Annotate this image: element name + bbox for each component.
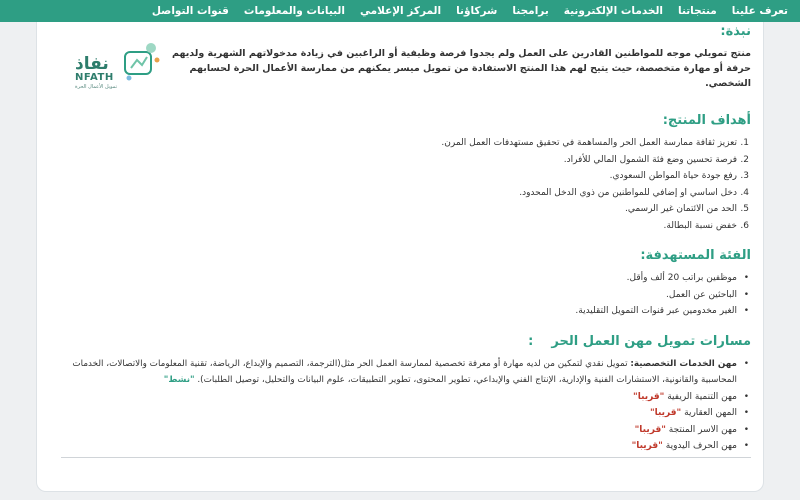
- goal-item: [63, 135, 751, 152]
- tracks-list: [63, 356, 751, 455]
- top-nav-bar: [0, 0, 800, 22]
- logo-arabic-text: نفاذ: [75, 54, 109, 74]
- nav-media-center[interactable]: المركز الإعلامي: [359, 5, 442, 17]
- track-label: مهن الخدمات التخصصية:: [630, 358, 737, 369]
- status-badge-soon: "قريبا": [633, 391, 665, 402]
- target-item: [63, 270, 751, 287]
- goal-number: 1.: [740, 138, 749, 148]
- nav-products[interactable]: منتجاتنا: [678, 5, 717, 17]
- product-content: [63, 22, 763, 455]
- track-label: مهن الاسر المنتجة: [668, 424, 737, 435]
- bullet-dot-icon: •: [743, 408, 749, 418]
- goal-number: 6.: [740, 220, 749, 231]
- bullet-dot-icon: •: [743, 289, 749, 300]
- status-badge-active: "نشط": [163, 375, 195, 385]
- intro-section: [63, 24, 751, 91]
- target-text: الغير مخدومين عبر قنوات التمويل التقليدية.: [575, 306, 737, 316]
- goal-text: فرصة تحسين وضع فئة الشمول المالي للأفراد.: [563, 154, 737, 165]
- goal-text: رفع جودة حياة المواطن السعودي.: [609, 171, 737, 181]
- goal-item: [63, 185, 751, 202]
- bullet-dot-icon: •: [743, 424, 749, 435]
- goals-list: [63, 135, 751, 234]
- bullet-dot-icon: •: [743, 358, 749, 369]
- logo-subtitle: تمويل الأعمال الحرة: [75, 84, 118, 90]
- target-section: [63, 248, 751, 320]
- nav-partners[interactable]: شركاؤنا: [456, 5, 498, 17]
- intro-text: منتج تمويلي موجه للمواطنين القادرين على العمل ولم يجدوا فرصة وظيفية أو الراغبين في زيادة مدخولاتهم الشهرية ولديهم حرفة أو مهارة متخصصة، حيث يتيح لهم هذا المنتج الاستفادة من تمويل ميسر يمكنهم من ممارسة الأعمال الحرة لحسابهم الشخصي.: [172, 48, 751, 89]
- status-badge-soon: "قريبا": [631, 441, 663, 451]
- goal-item: [63, 152, 751, 169]
- nav-programs[interactable]: برامجنا: [512, 5, 549, 17]
- content-card: [36, 22, 764, 492]
- goal-text: تعزيز ثقافة ممارسة العمل الحر والمساهمة في تحقيق مستهدفات العمل المرن.: [441, 138, 737, 148]
- track-label: مهن التنمية الريفية: [667, 391, 737, 402]
- track-description: تمويل نقدي لتمكين من لديه مهارة أو معرفة تخصصية لممارسة العمل الحر مثل(الترجمة، التصميم والإبداع، الرياضة، تقنية المعلومات والاتصالات، الخدمات المحاسبية والقانونية، الاستشارات الفنية والإدارية، الإنتاج الفني والإبداعي، تطوير المحتوى، تطوير التطبيقات، علوم البيانات والتحليل، توصيل الطلبات).: [72, 358, 737, 385]
- target-item: [63, 287, 751, 304]
- tracks-title: [63, 334, 751, 350]
- nav-data[interactable]: البيانات والمعلومات: [243, 5, 345, 17]
- target-text: موظفين براتب 20 ألف وأقل.: [626, 273, 737, 283]
- goals-section: [63, 113, 751, 234]
- track-item: [63, 405, 751, 422]
- goal-number: 5.: [740, 204, 749, 214]
- target-title: الفئة المستهدفة:: [640, 248, 751, 263]
- track-item: [63, 438, 751, 455]
- goal-text: دخل اساسي او إضافي للمواطنين من ذوي الدخل المحدود.: [519, 187, 737, 198]
- bottom-divider: [61, 457, 751, 458]
- target-item: [63, 303, 751, 320]
- track-item: [63, 422, 751, 439]
- goal-text: الحد من الائتمان غير الرسمي.: [624, 204, 737, 214]
- track-label: مهن الحرف اليدوية: [665, 441, 737, 451]
- tracks-title-text: مسارات تمويل مهن العمل الحر: [551, 333, 751, 349]
- goal-text: خفض نسبة البطالة.: [663, 220, 737, 231]
- intro-title: نبذة:: [720, 24, 751, 39]
- goals-title: أهداف المنتج:: [662, 113, 751, 128]
- bullet-dot-icon: •: [743, 306, 749, 316]
- target-text: الباحثين عن العمل.: [666, 289, 737, 300]
- track-item-specialized: [63, 356, 751, 389]
- goal-item: [63, 218, 751, 235]
- nav-about[interactable]: تعرف علينا: [731, 5, 788, 17]
- nav-contact[interactable]: قنوات التواصل: [151, 5, 229, 17]
- status-badge-soon: "قريبا": [634, 424, 666, 435]
- goal-item: [63, 168, 751, 185]
- nav-e-services[interactable]: الخدمات الإلكترونية: [563, 5, 663, 17]
- goal-item: [63, 201, 751, 218]
- tracks-title-colon: :: [528, 333, 534, 349]
- goal-number: 4.: [740, 187, 749, 198]
- track-label: المهن العقارية: [684, 408, 737, 418]
- goal-number: 3.: [740, 171, 749, 181]
- tracks-section: [63, 334, 751, 455]
- status-badge-soon: "قريبا": [649, 408, 682, 418]
- target-list: [63, 270, 751, 320]
- bullet-dot-icon: •: [743, 391, 749, 402]
- goal-number: 2.: [740, 154, 749, 165]
- bullet-dot-icon: •: [743, 273, 749, 283]
- track-item: [63, 389, 751, 406]
- logo-english-text: NFATH: [75, 72, 114, 83]
- bullet-dot-icon: •: [743, 441, 749, 451]
